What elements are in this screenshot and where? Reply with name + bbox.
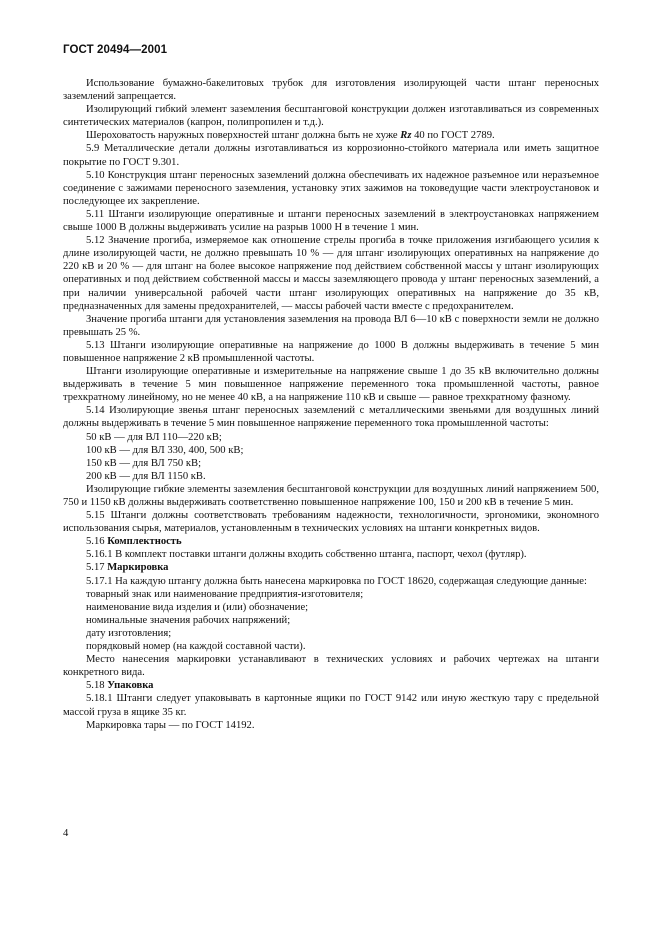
section-heading bbox=[63, 561, 599, 574]
paragraph: Место нанесения маркировки устанавливают в технических условиях и рабочих чертежах на штанги конкретного вида. bbox=[63, 654, 599, 679]
paragraph: Значение прогиба штанги для установления заземления на провода ВЛ 6—10 кВ с поверхности земли не должно превышать 25 %. bbox=[63, 313, 599, 338]
paragraph: 5.10 Конструкция штанг переносных заземлений должна обеспечивать их надежное разъемное или неразъемное соединение с зажимами переносного заземления, установку этих зажимов на токоведущие части электроустановок и последующее их закрепление. bbox=[63, 169, 599, 207]
section-title: Комплектность bbox=[107, 536, 182, 548]
paragraph: 5.18.1 Штанги следует упаковывать в картонные ящики по ГОСТ 9142 или иную жесткую тару с предельной массой груза в ящике 35 кг. bbox=[63, 693, 599, 718]
rz-symbol: Rz bbox=[400, 130, 412, 142]
section-title: Маркировка bbox=[107, 562, 169, 574]
page-number: 4 bbox=[63, 828, 69, 839]
section-heading bbox=[63, 535, 599, 548]
paragraph: Изолирующий гибкий элемент заземления бесштанговой конструкции должен изготавливаться из современных синтетических материалов (капрон, полипропилен и т.д.). bbox=[63, 104, 599, 129]
paragraph-roughness bbox=[63, 129, 599, 142]
list-item: товарный знак или наименование предприятия-изготовителя; bbox=[86, 588, 364, 600]
paragraph: Изолирующие гибкие элементы заземления бесштанговой конструкции для воздушных линий напряжением 500, 750 и 1150 кВ должны выдерживать соответственно повышенное напряжение 100, 150 и 200 кВ в течение 5 мин. bbox=[63, 483, 599, 508]
page-header: ГОСТ 20494—2001 bbox=[63, 44, 168, 56]
paragraph: 5.15 Штанги должны соответствовать требованиям надежности, технологичности, эргономики, экономного использования сырья, материалов, установленным в технических условиях на штанги конкретных видов. bbox=[63, 510, 599, 535]
paragraph: 5.16.1 В комплект поставки штанги должны входить собственно штанга, паспорт, чехол (футляр). bbox=[86, 549, 527, 561]
section-title: Упаковка bbox=[107, 680, 154, 692]
paragraph: Штанги изолирующие оперативные и измерительные на напряжение свыше 1 до 35 кВ включительно должны выдерживать в течение 5 мин повышенное напряжение переменного тока промышленной частоты, равное трехкратному линейному, но не менее 40 кВ, а на напряжение 110 кВ и свыше — равное трехкратному фазному. bbox=[63, 366, 599, 404]
list-item: наименование вида изделия и (или) обозначение; bbox=[86, 601, 309, 613]
list-item: дату изготовления; bbox=[86, 627, 172, 639]
document-body bbox=[63, 77, 599, 732]
paragraph: 5.11 Штанги изолирующие оперативные и штанги переносных заземлений в электроустановках напряжением свыше 1000 В должны выдерживать усилие на разрыв 1000 Н в течение 1 мин. bbox=[63, 208, 599, 234]
paragraph: 5.12 Значение прогиба, измеряемое как отношение стрелы прогиба в точке приложения изгибающего усилия к длине изолирующей части, не должно превышать 10 % — для штанг изолирующих оперативных на напряжение до 220 кВ и 20 % — для штанг на более высокое напряжение под действием собственной массы у штанг изолирующих оперативных и под действием собственной массы и массы заземляющего провода у штанг переносных заземлений, а при наличии универсальной рабочей части штанг изолирующих оперативных на напряжение до 35 кВ, предназначенных для замены предохранителей, — массы рабочей части вместе с предохранителем. bbox=[63, 235, 599, 312]
paragraph: Маркировка тары — по ГОСТ 14192. bbox=[86, 719, 255, 731]
list-item: порядковый номер (на каждой составной части). bbox=[86, 641, 306, 653]
paragraph: 5.17.1 На каждую штангу должна быть нанесена маркировка по ГОСТ 18620, содержащая следующие данные: bbox=[86, 575, 587, 587]
section-heading bbox=[63, 679, 599, 692]
section-number: 5.18 bbox=[86, 680, 108, 692]
section-number: 5.17 bbox=[86, 562, 108, 574]
paragraph: 5.14 Изолирующие звенья штанг переносных заземлений с металлическими звеньями для воздушных линий должны выдерживать в течение 5 мин повышенное напряжение переменного тока промышленной частоты: bbox=[63, 405, 599, 430]
list-item: номинальные значения рабочих напряжений; bbox=[86, 614, 291, 626]
paragraph: Использование бумажно-бакелитовых трубок для изготовления изолирующей части штанг переносных заземлений запрещается. bbox=[63, 78, 599, 103]
list-item: 150 кВ — для ВЛ 750 кВ; bbox=[86, 457, 202, 469]
paragraph: 5.9 Металлические детали должны изготавливаться из коррозионно-стойкого материала или иметь защитное покрытие по ГОСТ 9.301. bbox=[63, 143, 599, 168]
list-item: 50 кВ — для ВЛ 110—220 кВ; bbox=[86, 431, 222, 443]
list-item: 200 кВ — для ВЛ 1150 кВ. bbox=[86, 470, 206, 482]
text-run: 40 по ГОСТ 2789. bbox=[411, 130, 495, 142]
text-run: Шероховатость наружных поверхностей штанг должна быть не хуже bbox=[86, 130, 401, 142]
list-item: 100 кВ — для ВЛ 330, 400, 500 кВ; bbox=[86, 444, 244, 456]
paragraph: 5.13 Штанги изолирующие оперативные на напряжение до 1000 В должны выдерживать в течение 5 мин повышенное напряжение 2 кВ промышленной частоты. bbox=[63, 339, 599, 364]
section-number: 5.16 bbox=[86, 536, 108, 548]
